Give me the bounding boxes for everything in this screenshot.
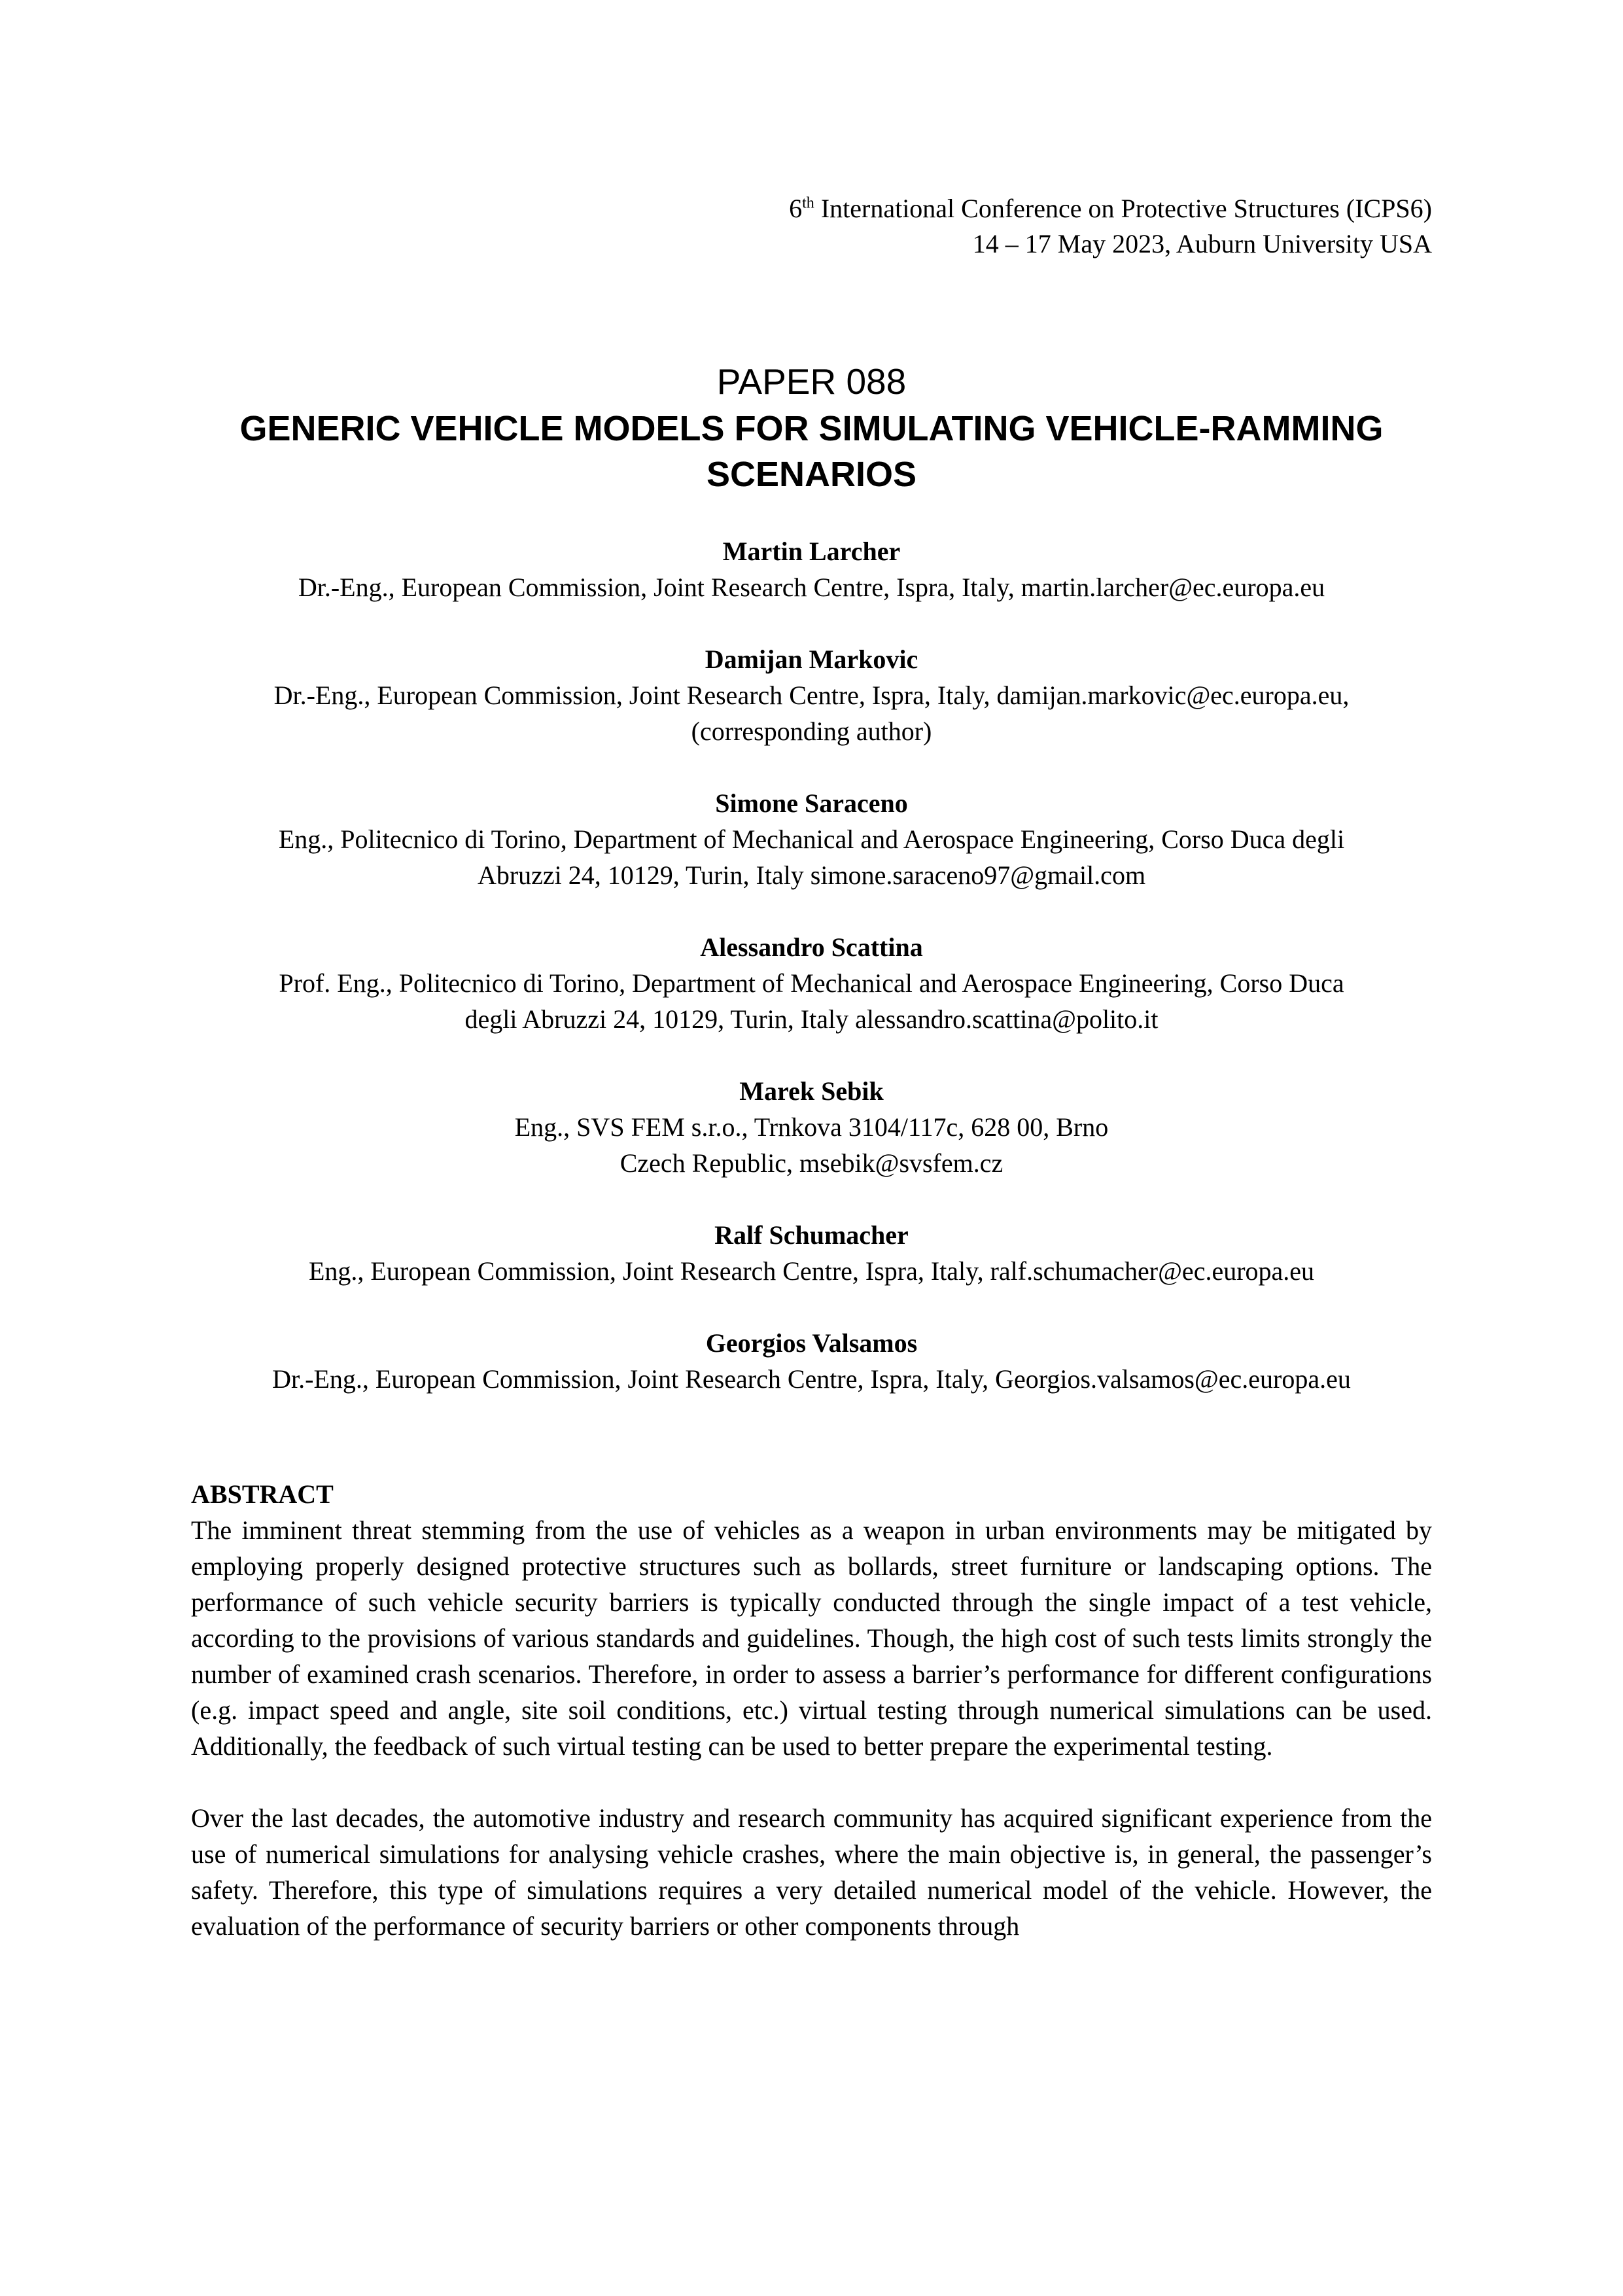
author-affiliation: Eng., SVS FEM s.r.o., Trnkova 3104/117c, 628 00, Brno — [514, 1112, 1109, 1142]
author-entry — [191, 785, 1432, 893]
author-list — [191, 533, 1432, 1433]
author-entry — [191, 1217, 1432, 1289]
paper-title-line: SCENARIOS — [706, 455, 917, 494]
author-name: Marek Sebik — [739, 1076, 884, 1106]
author-name: Alessandro Scattina — [700, 932, 923, 962]
author-affiliation: degli Abruzzi 24, 10129, Turin, Italy alessandro.scattina@polito.it — [464, 1004, 1159, 1034]
conference-header — [789, 191, 1432, 262]
abstract-paragraph: Over the last decades, the automotive industry and research community has acquired significant experience from the use of numerical simulations for analysing vehicle crashes, where the main objective is, in general, the passenger’s safety. Therefore, this type of simulations requires a very detailed numerical model of the vehicle. However, the evaluation of the performance of security barriers or other components through — [191, 1803, 1432, 1941]
abstract-section — [191, 1476, 1432, 1944]
abstract-heading: ABSTRACT — [191, 1479, 334, 1509]
author-affiliation: (corresponding author) — [691, 716, 932, 746]
author-affiliation: Czech Republic, msebik@svsfem.cz — [620, 1148, 1003, 1178]
author-affiliation: Dr.-Eng., European Commission, Joint Research Centre, Ispra, Italy, Georgios.valsamos@ec.europa.eu — [272, 1364, 1351, 1394]
ordinal-suffix: th — [802, 194, 814, 212]
title-block — [191, 359, 1432, 497]
abstract-paragraph: The imminent threat stemming from the use of vehicles as a weapon in urban environments may be mitigated by employing properly designed protective structures such as bollards, street furniture or landscaping options. The performance of such vehicle security barriers is typically conducted through the single impact of a test vehicle, according to the provisions of various standards and guidelines. Though, the high cost of such tests limits strongly the number of examined crash scenarios. Therefore, in order to assess a barrier’s performance for different configurations (e.g. impact speed and angle, site soil conditions, etc.) virtual testing through numerical simulations can be used. Additionally, the feedback of such virtual testing can be used to better prepare the experimental testing. — [191, 1515, 1432, 1761]
author-affiliation: Dr.-Eng., European Commission, Joint Research Centre, Ispra, Italy, damijan.markovic@ec.europa.eu, — [273, 680, 1350, 710]
paper-title-line: GENERIC VEHICLE MODELS FOR SIMULATING VEHICLE-RAMMING — [239, 409, 1384, 448]
author-entry — [191, 929, 1432, 1037]
author-affiliation: Abruzzi 24, 10129, Turin, Italy simone.saraceno97@gmail.com — [477, 860, 1146, 890]
author-name: Georgios Valsamos — [705, 1328, 918, 1358]
author-name: Ralf Schumacher — [714, 1220, 909, 1250]
author-entry — [191, 1325, 1432, 1397]
author-entry — [191, 641, 1432, 749]
author-affiliation: Eng., European Commission, Joint Research Centre, Ispra, Italy, ralf.schumacher@ec.europa.eu — [308, 1256, 1315, 1286]
conference-number: 6 — [789, 194, 803, 223]
author-affiliation: Eng., Politecnico di Torino, Department of Mechanical and Aerospace Engineering, Corso Duca degli — [278, 824, 1345, 854]
author-affiliation: Prof. Eng., Politecnico di Torino, Department of Mechanical and Aerospace Engineering, Corso Duca — [279, 968, 1344, 998]
author-name: Simone Saraceno — [715, 788, 908, 818]
author-entry — [191, 1073, 1432, 1181]
paper-number: PAPER 088 — [716, 361, 907, 402]
conference-dates: 14 – 17 May 2023, Auburn University USA — [972, 229, 1432, 258]
conference-name: International Conference on Protective Structures (ICPS6) — [814, 194, 1432, 223]
author-name: Damijan Markovic — [705, 645, 918, 674]
paper-title — [191, 406, 1432, 497]
author-affiliation: Dr.-Eng., European Commission, Joint Research Centre, Ispra, Italy, martin.larcher@ec.europa.eu — [298, 573, 1325, 602]
conference-name-line — [789, 191, 1432, 226]
author-name: Martin Larcher — [722, 537, 901, 566]
author-entry — [191, 533, 1432, 605]
